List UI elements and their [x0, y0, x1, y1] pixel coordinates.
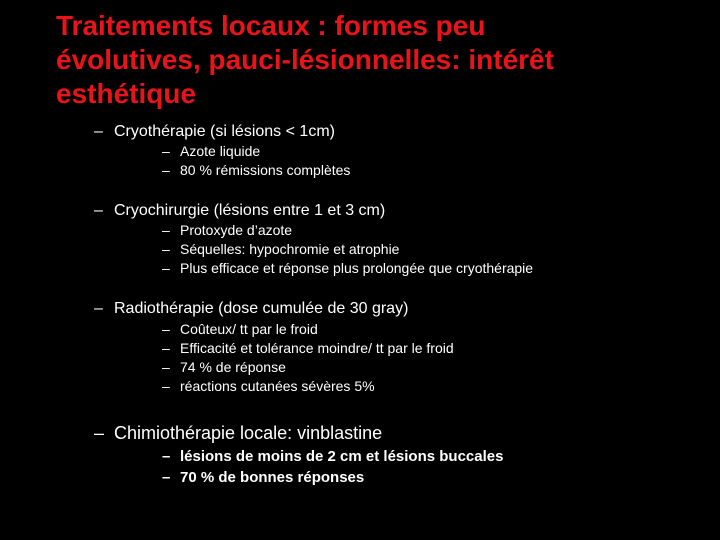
- section-radiotherapie-list: [162, 320, 454, 396]
- dash-bullet: –: [162, 162, 170, 178]
- dash-bullet: –: [162, 143, 170, 159]
- section-heading: Radiothérapie (dose cumulée de 30 gray): [114, 300, 409, 317]
- list-item: – réactions cutanées sévères 5%: [162, 378, 375, 394]
- list-item: – Efficacité et tolérance moindre/ tt par le froid: [162, 340, 454, 356]
- list-item: – lésions de moins de 2 cm et lésions buccales: [162, 448, 504, 465]
- list-item: – Azote liquide: [162, 143, 261, 159]
- list-item: – 80 % rémissions complètes: [162, 162, 351, 178]
- section-cryotherapie-list: [162, 142, 350, 180]
- section-heading: Cryochirurgie (lésions entre 1 et 3 cm): [114, 202, 386, 219]
- list-item: – 70 % de bonnes réponses: [162, 469, 365, 486]
- section-cryotherapie: [94, 122, 335, 142]
- dash-bullet: –: [94, 300, 103, 317]
- section-cryochirurgie: [94, 201, 385, 221]
- section-heading: Chimiothérapie locale: vinblastine: [114, 423, 383, 443]
- title-line: esthétique: [56, 78, 197, 109]
- dash-bullet: –: [162, 321, 170, 337]
- section-heading: Cryothérapie (si lésions < 1cm): [114, 123, 335, 140]
- list-item: – Protoxyde d’azote: [162, 222, 293, 238]
- dash-bullet: –: [162, 260, 170, 276]
- dash-bullet: –: [94, 123, 103, 140]
- section-chimiotherapie-list: [162, 446, 503, 488]
- section-cryochirurgie-list: [162, 221, 533, 278]
- dash-bullet: –: [162, 469, 171, 486]
- dash-bullet: –: [162, 340, 170, 356]
- dash-bullet: –: [94, 423, 105, 443]
- dash-bullet: –: [162, 241, 170, 257]
- list-item: – Plus efficace et réponse plus prolongée que cryothérapie: [162, 260, 534, 276]
- list-item: – Séquelles: hypochromie et atrophie: [162, 241, 400, 257]
- dash-bullet: –: [162, 222, 170, 238]
- dash-bullet: –: [94, 202, 103, 219]
- dash-bullet: –: [162, 359, 170, 375]
- title-line: évolutives, pauci-lésionnelles: intérêt: [56, 44, 554, 75]
- list-item: – Coûteux/ tt par le froid: [162, 321, 318, 337]
- slide-title: [56, 9, 696, 111]
- list-item: – 74 % de réponse: [162, 359, 286, 375]
- section-chimiotherapie: [94, 422, 382, 444]
- dash-bullet: –: [162, 448, 171, 465]
- title-line: Traitements locaux : formes peu: [56, 10, 486, 41]
- section-radiotherapie: [94, 299, 408, 319]
- dash-bullet: –: [162, 378, 170, 394]
